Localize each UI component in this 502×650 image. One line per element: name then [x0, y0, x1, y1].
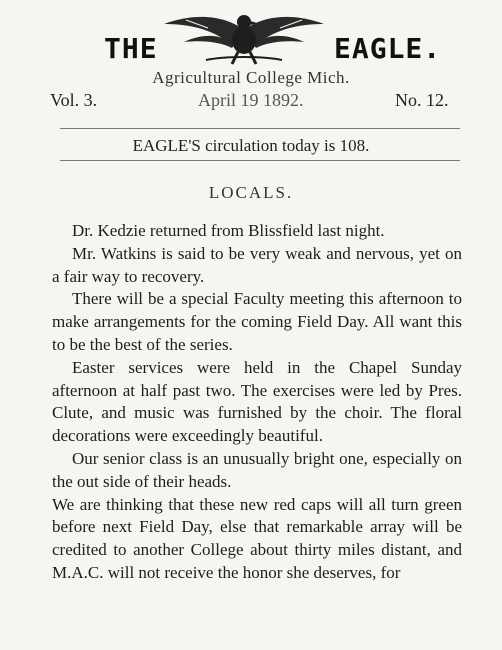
title-right: EAGLE.: [334, 32, 442, 65]
paragraph: Dr. Kedzie returned from Blissfield last night.: [72, 221, 385, 240]
issue-number: No. 12.: [395, 90, 449, 110]
volume-line: [0, 90, 502, 114]
eagle-emblem-icon: [156, 10, 332, 68]
masthead-subtitle: Agricultural College Mich.: [152, 68, 350, 87]
paragraph: There will be a special Faculty meeting this afternoon to make arrangements for the coming Field Day. All want this to be the best of the series.: [52, 289, 462, 354]
volume-number: Vol. 3.: [50, 90, 98, 110]
paragraph: Easter services were held in the Chapel Sunday afternoon at half past two. The exercises were led by Pres. Clute, and music was furnished by the choir. The floral decorations were exceedingly beautiful.: [52, 357, 462, 446]
circulation-notice: EAGLE'S circulation today is 108.: [132, 136, 370, 155]
issue-date: April 19 1892.: [198, 90, 304, 110]
paragraph: Mr. Watkins is said to be very weak and nervous, yet on a fair way to recovery.: [52, 243, 462, 286]
section-heading: LOCALS.: [208, 183, 294, 202]
top-rule: [60, 128, 460, 129]
bottom-rule: [60, 160, 460, 161]
title-left: THE: [104, 32, 158, 65]
masthead: [0, 10, 502, 70]
paragraph: We are thinking that these new red caps will all turn green before next Field Day, else that remarkable array will be credited to another College about thirty miles distant, and M.A.C. will not receive the honor she deserves, for: [52, 494, 462, 582]
paragraph: Our senior class is an unusually bright one, especially on the out side of their heads.: [52, 448, 462, 491]
article-body: [52, 220, 462, 585]
